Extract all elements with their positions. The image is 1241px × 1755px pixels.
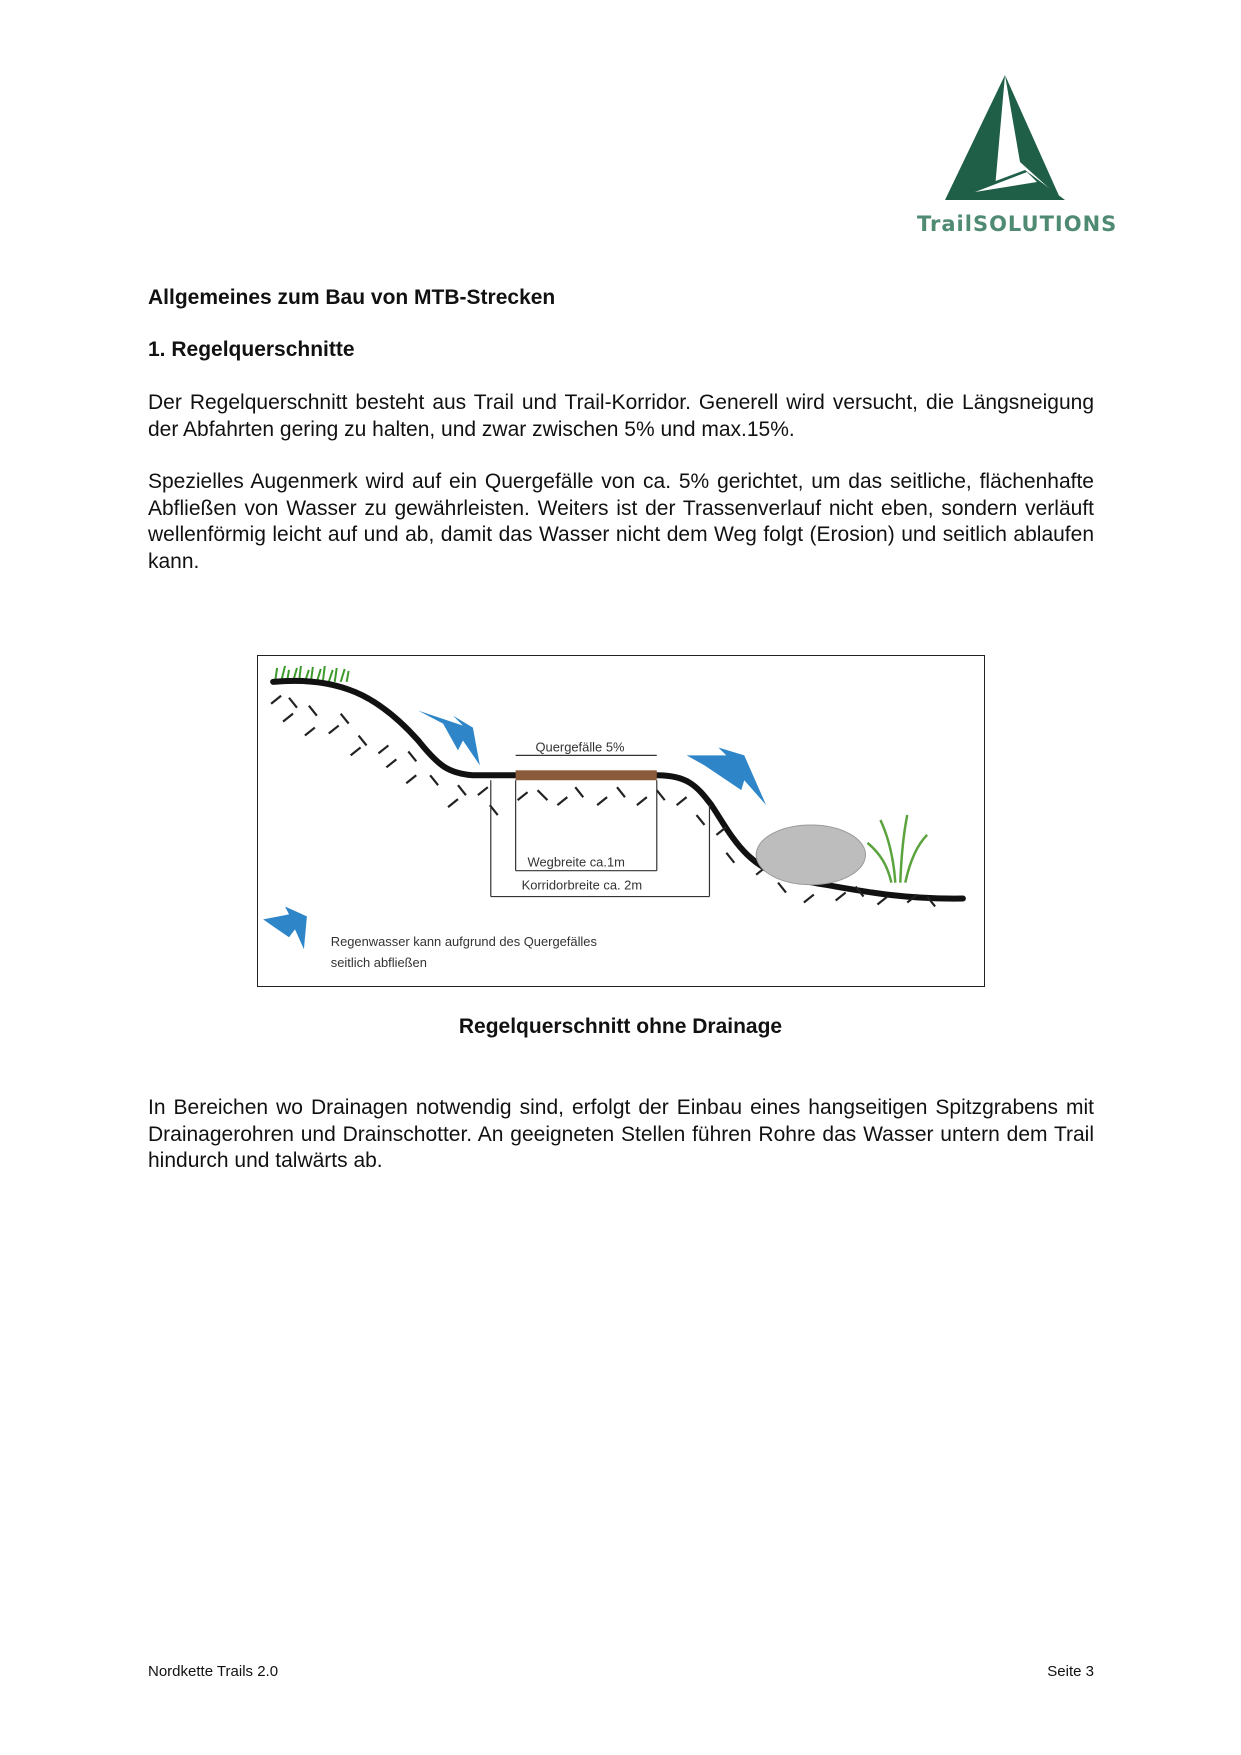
logo-brand-text: TrailSOLUTIONS (917, 212, 1118, 236)
grass-right (868, 815, 928, 883)
paragraph-2: Spezielles Augenmerk wird auf ein Quergefälle von ca. 5% gerichtet, um das seitliche, flächenhafte Abfließen von Wasser zu gewährleisten. Weiters ist der Trassenverlauf nicht eben, sondern verläuft wellenförmig leicht auf und ab, damit das Wasser nicht dem Weg folgt (Erosion) und seitlich ablaufen kann. (148, 470, 1094, 573)
section-heading: 1. Regelquerschnitte (148, 338, 355, 361)
paragraph-1: Der Regelquerschnitt besteht aus Trail und Trail-Korridor. Generell wird versucht, die Längsneigung der Abfahrten gering zu halten, und zwar zwischen 5% und max.15%. (148, 391, 1094, 441)
legend-line-1: Regenwasser kann aufgrund des Quergefälles (330, 934, 597, 950)
label-trail-width: Wegbreite ca.1m (527, 854, 625, 870)
legend-line-2: seitlich abfließen (330, 955, 427, 971)
cross-section-figure (257, 655, 985, 987)
footer-right: Seite 3 (1047, 1663, 1094, 1680)
figure-caption: Regelquerschnitt ohne Drainage (458, 1015, 783, 1038)
water-arrows (263, 711, 766, 950)
trail-surface (516, 770, 657, 780)
label-corridor-width: Korridorbreite ca. 2m (521, 877, 643, 893)
boulder (756, 825, 865, 885)
paragraph-3: In Bereichen wo Drainagen notwendig sind, erfolgt der Einbau eines hangseitigen Spitzgrabens mit Drainagerohren und Drainschotter. An geeigneten Stellen führen Rohre das Wasser untern dem Trail hindurch und talwärts ab. (148, 1096, 1094, 1172)
footer-left: Nordkette Trails 2.0 (148, 1663, 279, 1680)
label-slope: Quergefälle 5% (535, 739, 625, 755)
document-title: Allgemeines zum Bau von MTB-Strecken (148, 286, 556, 309)
cross-section-diagram (258, 656, 984, 986)
